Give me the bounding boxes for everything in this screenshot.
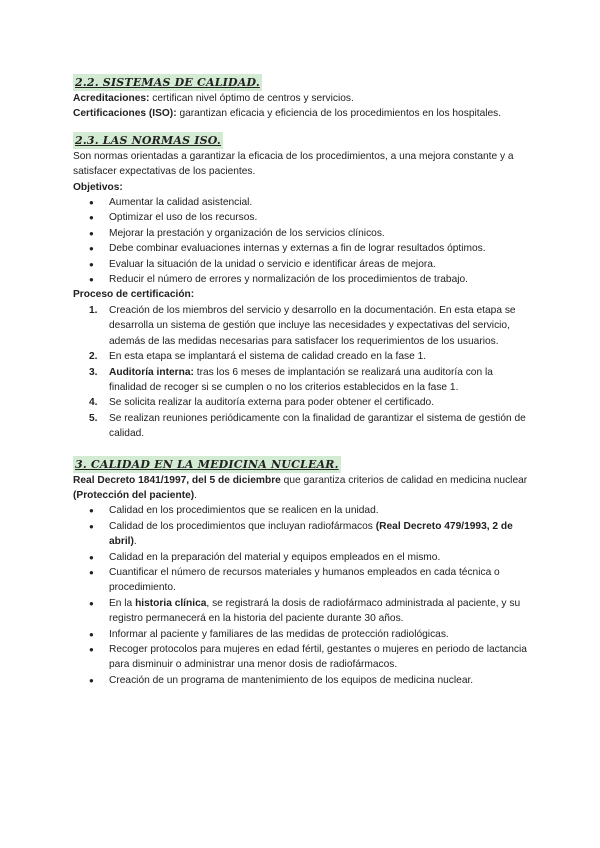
item-text: Calidad de los procedimientos que incluyan radiofármacos xyxy=(109,520,376,532)
section-3 xyxy=(73,456,528,689)
item-bold: (Real Decreto 479/1993, 2 de abril) xyxy=(109,520,513,548)
section-2-3-title: 2.3. LAS NORMAS ISO. xyxy=(75,133,221,147)
list-item: ● Calidad en los procedimientos que se realicen en la unidad. xyxy=(73,503,528,518)
step-number: 3. xyxy=(89,366,98,378)
list-item: ● Recoger protocolos para mujeres en edad fértil, gestantes o mujeres en periodo de lactancia para disminuir o administrar una menor dosis de radiofármacos. xyxy=(73,642,528,673)
list-item: ● Debe combinar evaluaciones internas y externas a fin de lograr resultados óptimos. xyxy=(73,241,528,256)
list-item: ● Calidad en la preparación del material y equipos empleados en el mismo. xyxy=(73,550,528,565)
step-number: 2. xyxy=(89,351,98,363)
section-2-2-title: 2.2. SISTEMAS DE CALIDAD. xyxy=(75,76,260,89)
list-item xyxy=(73,519,528,550)
section-3-intro xyxy=(73,473,528,504)
section-3-title: 3. CALIDAD EN LA MEDICINA NUCLEAR. xyxy=(75,457,339,471)
list-item: ● Aumentar la calidad asistencial. xyxy=(73,195,528,210)
section-2-2 xyxy=(73,74,528,122)
list-item xyxy=(73,596,528,627)
section-2-3-intro: Son normas orientadas a garantizar la eficacia de los procedimientos, a una mejora constante y a satisfacer expectativas de los pacientes. xyxy=(73,150,514,178)
list-item xyxy=(73,411,528,442)
proceso-list xyxy=(73,303,528,442)
step-number: 5. xyxy=(89,412,98,424)
item-end: . xyxy=(133,536,137,548)
section-2-3 xyxy=(73,132,528,442)
intro-text: que garantiza criterios de calidad en medicina nuclear xyxy=(280,474,528,486)
step-text: Se realizan reuniones periódicamente con la finalidad de garantizar el sistema de gestión de calidad. xyxy=(109,412,526,440)
acreditaciones-label: Acreditaciones: xyxy=(73,93,150,104)
list-item xyxy=(73,349,528,364)
item-text: , se registrará la dosis de radiofármaco administrada al paciente, y su registro permanecerá en la historia del paciente durante 30 años. xyxy=(109,597,521,625)
item-bold: historia clínica xyxy=(135,597,207,609)
step-text: tras los 6 meses de implantación se realizará una auditoría con la finalidad de recoger si se cumplen o no los criterios establecidos en la fase 1. xyxy=(109,366,493,393)
list-item xyxy=(73,395,528,410)
step-number: 4. xyxy=(89,397,98,409)
step-bold: Auditoría interna: xyxy=(109,366,194,378)
list-item: ● Cuantificar el número de recursos materiales y humanos empleados en cada técnica o procedimiento. xyxy=(73,565,528,596)
list-item: ● Optimizar el uso de los recursos. xyxy=(73,210,528,225)
list-item: ● Reducir el número de errores y normalización de los procedimientos de trabajo. xyxy=(73,272,528,287)
objetivos-label: Objetivos: xyxy=(73,181,123,193)
proteccion-bold: (Protección del paciente) xyxy=(73,489,195,501)
list-item: ● Mejorar la prestación y organización de los servicios clínicos. xyxy=(73,226,528,241)
document-page xyxy=(73,74,528,688)
list-item: ● Creación de un programa de mantenimiento de los equipos de medicina nuclear. xyxy=(73,673,528,688)
real-decreto-bold: Real Decreto 1841/1997, del 5 de diciembre xyxy=(73,474,281,486)
medicina-nuclear-list xyxy=(73,503,528,688)
proceso-label: Proceso de certificación: xyxy=(73,289,195,301)
objetivos-list xyxy=(73,195,528,287)
list-item: ● Evaluar la situación de la unidad o servicio e identificar áreas de mejora. xyxy=(73,257,528,272)
step-text: Creación de los miembros del servicio y desarrollo en la documentación. En esta etapa se desarrolla un sistema de gestión que incluye las necesidades y expectativas del servicio, además de las medidas necesarias para satisfacer los requerimientos de los usuarios. xyxy=(109,304,516,347)
certificaciones-line xyxy=(73,106,528,121)
item-pre: En la xyxy=(109,597,136,609)
intro-end: . xyxy=(194,489,197,501)
acreditaciones-text: certifican nivel óptimo de centros y servicios. xyxy=(149,93,354,104)
list-item: ● Informar al paciente y familiares de las medidas de protección radiológicas. xyxy=(73,627,528,642)
certificaciones-text: garantizan eficacia y eficiencia de los procedimientos en los hospitales. xyxy=(176,108,502,120)
certificaciones-label: Certificaciones (ISO): xyxy=(73,108,177,120)
list-item xyxy=(73,303,528,349)
step-number: 1. xyxy=(89,304,98,316)
list-item xyxy=(73,365,528,396)
acreditaciones-line xyxy=(73,91,528,106)
step-text: Se solicita realizar la auditoría externa para poder obtener el certificado. xyxy=(109,397,435,409)
step-text: En esta etapa se implantará el sistema de calidad creado en la fase 1. xyxy=(109,351,427,363)
